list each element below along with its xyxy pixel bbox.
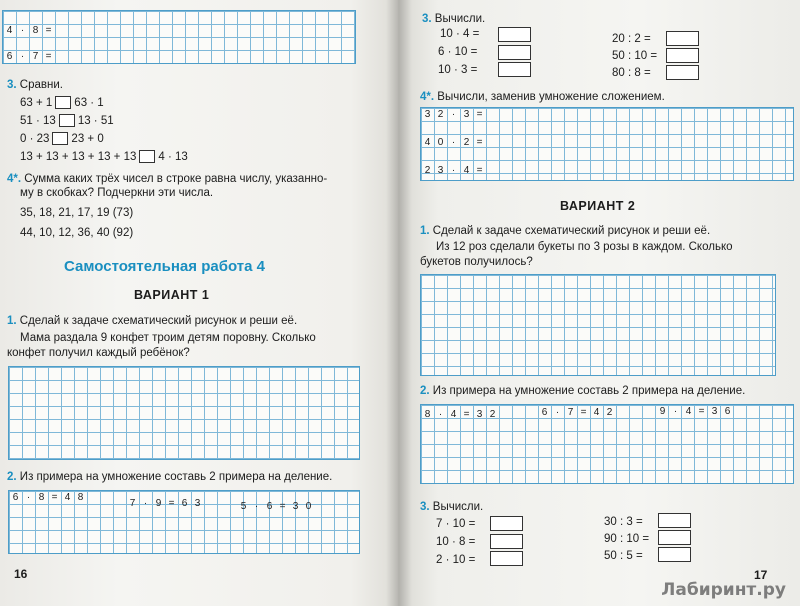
answer-box[interactable] <box>666 65 699 80</box>
task-number: 2. <box>420 385 430 397</box>
task1-line3: конфет получил каждый ребёнок? <box>7 347 190 359</box>
task-title: Сравни. <box>19 79 63 91</box>
task1-answer-grid[interactable] <box>420 274 776 376</box>
cell: 4 <box>424 137 431 148</box>
cell: · <box>451 109 456 120</box>
cell: · <box>20 51 25 62</box>
cell: 3 <box>437 165 444 176</box>
book-gutter-shadow <box>386 0 412 606</box>
task4-row1: 35, 18, 21, 17, 19 (73) <box>20 207 134 219</box>
cell: = <box>698 406 705 417</box>
top-row-2 <box>3 50 55 63</box>
compare-line <box>20 114 114 128</box>
page-number: 16 <box>14 567 28 581</box>
example-1 <box>9 491 87 504</box>
task-title: Вычисли. <box>434 13 486 25</box>
cell: = <box>168 498 175 509</box>
task-text: Вычисли, заменив умножение сложением. <box>437 91 665 103</box>
compare-line <box>20 96 104 110</box>
task1-line3: букетов получилось? <box>420 256 533 268</box>
task-number: 4*. <box>420 91 435 103</box>
cell: · <box>451 137 456 148</box>
task2-line <box>420 384 745 398</box>
cell: 6 <box>181 498 188 509</box>
add-row-1 <box>421 108 486 121</box>
calc-line: 10 · 3 = <box>438 64 478 76</box>
cell: 8 <box>32 25 39 36</box>
answer-box[interactable] <box>658 513 691 528</box>
task4-line <box>420 90 665 104</box>
cell: · <box>451 165 456 176</box>
cell: · <box>673 406 678 417</box>
cell: = <box>476 137 483 148</box>
task-number: 1. <box>7 315 17 327</box>
cell: 6 <box>12 492 19 503</box>
task-number: 2. <box>7 471 17 483</box>
cell: · <box>438 409 443 420</box>
cell: 9 <box>659 406 666 417</box>
answer-box[interactable] <box>498 27 531 42</box>
cell: = <box>476 109 483 120</box>
calc-line: 7 · 10 = <box>436 518 476 530</box>
calc-line: 6 · 10 = <box>438 46 478 58</box>
expr-left: 13 + 13 + 13 + 13 + 13 <box>20 151 137 163</box>
task4-row2: 44, 10, 12, 36, 40 (92) <box>20 227 134 239</box>
calc-line: 50 : 5 = <box>604 550 643 562</box>
variant-title: ВАРИАНТ 1 <box>134 288 210 302</box>
task-text: Из примера на умножение составь 2 примера на деление. <box>432 385 746 397</box>
answer-box[interactable] <box>490 551 523 566</box>
expr-left: 51 · 13 <box>20 115 56 127</box>
calc-line: 10 · 4 = <box>440 28 480 40</box>
cell: 6 <box>6 51 13 62</box>
page-number: 17 <box>754 568 768 582</box>
task1-line1 <box>420 224 710 238</box>
section-title: Самостоятельная работа 4 <box>64 258 265 275</box>
expr-left: 0 · 23 <box>20 133 50 145</box>
cell: 9 <box>155 498 162 509</box>
cell: 2 <box>463 137 470 148</box>
cell: 0 <box>305 501 312 512</box>
task-text: Сделай к задаче схематический рисунок и реши её. <box>19 315 298 327</box>
task4-line1 <box>7 172 327 186</box>
task1-answer-grid[interactable] <box>8 366 360 460</box>
compare-box[interactable] <box>59 114 75 127</box>
compare-box[interactable] <box>55 96 71 109</box>
top-grid <box>2 10 356 64</box>
cell: 6 <box>724 406 731 417</box>
example-2 <box>538 406 616 419</box>
cell: 4 <box>450 409 457 420</box>
variant-title: ВАРИАНТ 2 <box>560 199 636 213</box>
task3a-header <box>422 12 485 26</box>
calc-line: 20 : 2 = <box>612 33 651 45</box>
cell: 5 <box>240 501 247 512</box>
cell: · <box>143 498 148 509</box>
watermark-logo: Лабиринт.ру <box>661 580 786 600</box>
cell: = <box>580 407 587 418</box>
cell: 4 <box>64 492 71 503</box>
expr-right: 13 · 51 <box>77 115 114 127</box>
cell: 7 <box>129 498 136 509</box>
task3b-header <box>420 500 483 514</box>
cell: = <box>51 492 58 503</box>
cell: 2 <box>489 409 496 420</box>
calc-line: 10 · 8 = <box>436 536 476 548</box>
cell: 6 <box>266 501 273 512</box>
example-3 <box>656 405 734 418</box>
cell: · <box>555 407 560 418</box>
answer-box[interactable] <box>490 534 523 549</box>
task3-header <box>7 78 63 92</box>
cell: = <box>279 501 286 512</box>
task-number: 3. <box>422 13 432 25</box>
cell: · <box>20 25 25 36</box>
top-row-1 <box>3 24 55 37</box>
task-title: Вычисли. <box>432 501 484 513</box>
task-text: Сделай к задаче схематический рисунок и реши её. <box>432 225 711 237</box>
calc-line: 2 · 10 = <box>436 554 476 566</box>
cell: 3 <box>463 109 470 120</box>
task-text: Сумма каких трёх чисел в строке равна числу, указанно- <box>24 173 328 185</box>
cell: · <box>254 501 259 512</box>
cell: 7 <box>567 407 574 418</box>
cell: 2 <box>606 407 613 418</box>
add-row-3 <box>421 164 486 177</box>
answer-box[interactable] <box>658 530 691 545</box>
answer-box[interactable] <box>658 547 691 562</box>
task1-line1 <box>7 314 297 328</box>
cell: 3 <box>292 501 299 512</box>
task-number: 1. <box>420 225 430 237</box>
cell: 4 <box>593 407 600 418</box>
answer-box[interactable] <box>666 48 699 63</box>
example-1 <box>421 408 499 421</box>
example-2 <box>126 497 204 510</box>
cell: = <box>463 409 470 420</box>
cell: 3 <box>424 109 431 120</box>
cell: 8 <box>424 409 431 420</box>
task-number: 3. <box>420 501 430 513</box>
expr-right: 23 + 0 <box>71 133 104 145</box>
calc-line: 50 : 10 = <box>612 50 658 62</box>
calc-line: 90 : 10 = <box>604 533 650 545</box>
cell: 6 <box>541 407 548 418</box>
calc-line: 30 : 3 = <box>604 516 643 528</box>
cell: = <box>45 51 52 62</box>
cell: 3 <box>194 498 201 509</box>
cell: 4 <box>463 165 470 176</box>
task2-line <box>7 470 332 484</box>
answer-box[interactable] <box>498 62 531 77</box>
cell: · <box>26 492 31 503</box>
right-page <box>398 0 800 606</box>
task1-line2: Мама раздала 9 конфет троим детям поровну. Сколько <box>20 332 316 344</box>
compare-box[interactable] <box>52 132 68 145</box>
example-3 <box>237 500 315 513</box>
cell: 3 <box>476 409 483 420</box>
expr-right: 4 · 13 <box>158 151 188 163</box>
calc-line: 80 : 8 = <box>612 67 651 79</box>
cell: 4 <box>685 406 692 417</box>
answer-box[interactable] <box>498 45 531 60</box>
expr-right: 63 · 1 <box>74 97 104 109</box>
cell: 2 <box>437 109 444 120</box>
cell: 8 <box>38 492 45 503</box>
cell: 2 <box>424 165 431 176</box>
task4-line2: му в скобках? Подчеркни эти числа. <box>20 187 214 199</box>
compare-line <box>20 150 188 164</box>
cell: 4 <box>6 25 13 36</box>
cell: = <box>476 165 483 176</box>
cell: 0 <box>437 137 444 148</box>
compare-line <box>20 132 104 146</box>
task-number: 3. <box>7 79 17 91</box>
cell: 8 <box>77 492 84 503</box>
left-page <box>0 0 398 606</box>
add-row-2 <box>421 136 486 149</box>
compare-box[interactable] <box>139 150 155 163</box>
task-text: Из примера на умножение составь 2 примера на деление. <box>19 471 333 483</box>
answer-box[interactable] <box>490 516 523 531</box>
cell: 7 <box>32 51 39 62</box>
expr-left: 63 + 1 <box>20 97 53 109</box>
answer-box[interactable] <box>666 31 699 46</box>
task1-line2: Из 12 роз сделали букеты по 3 розы в каждом. Сколько <box>436 241 733 253</box>
task-number: 4*. <box>7 173 22 185</box>
cell: = <box>45 25 52 36</box>
cell: 3 <box>711 406 718 417</box>
